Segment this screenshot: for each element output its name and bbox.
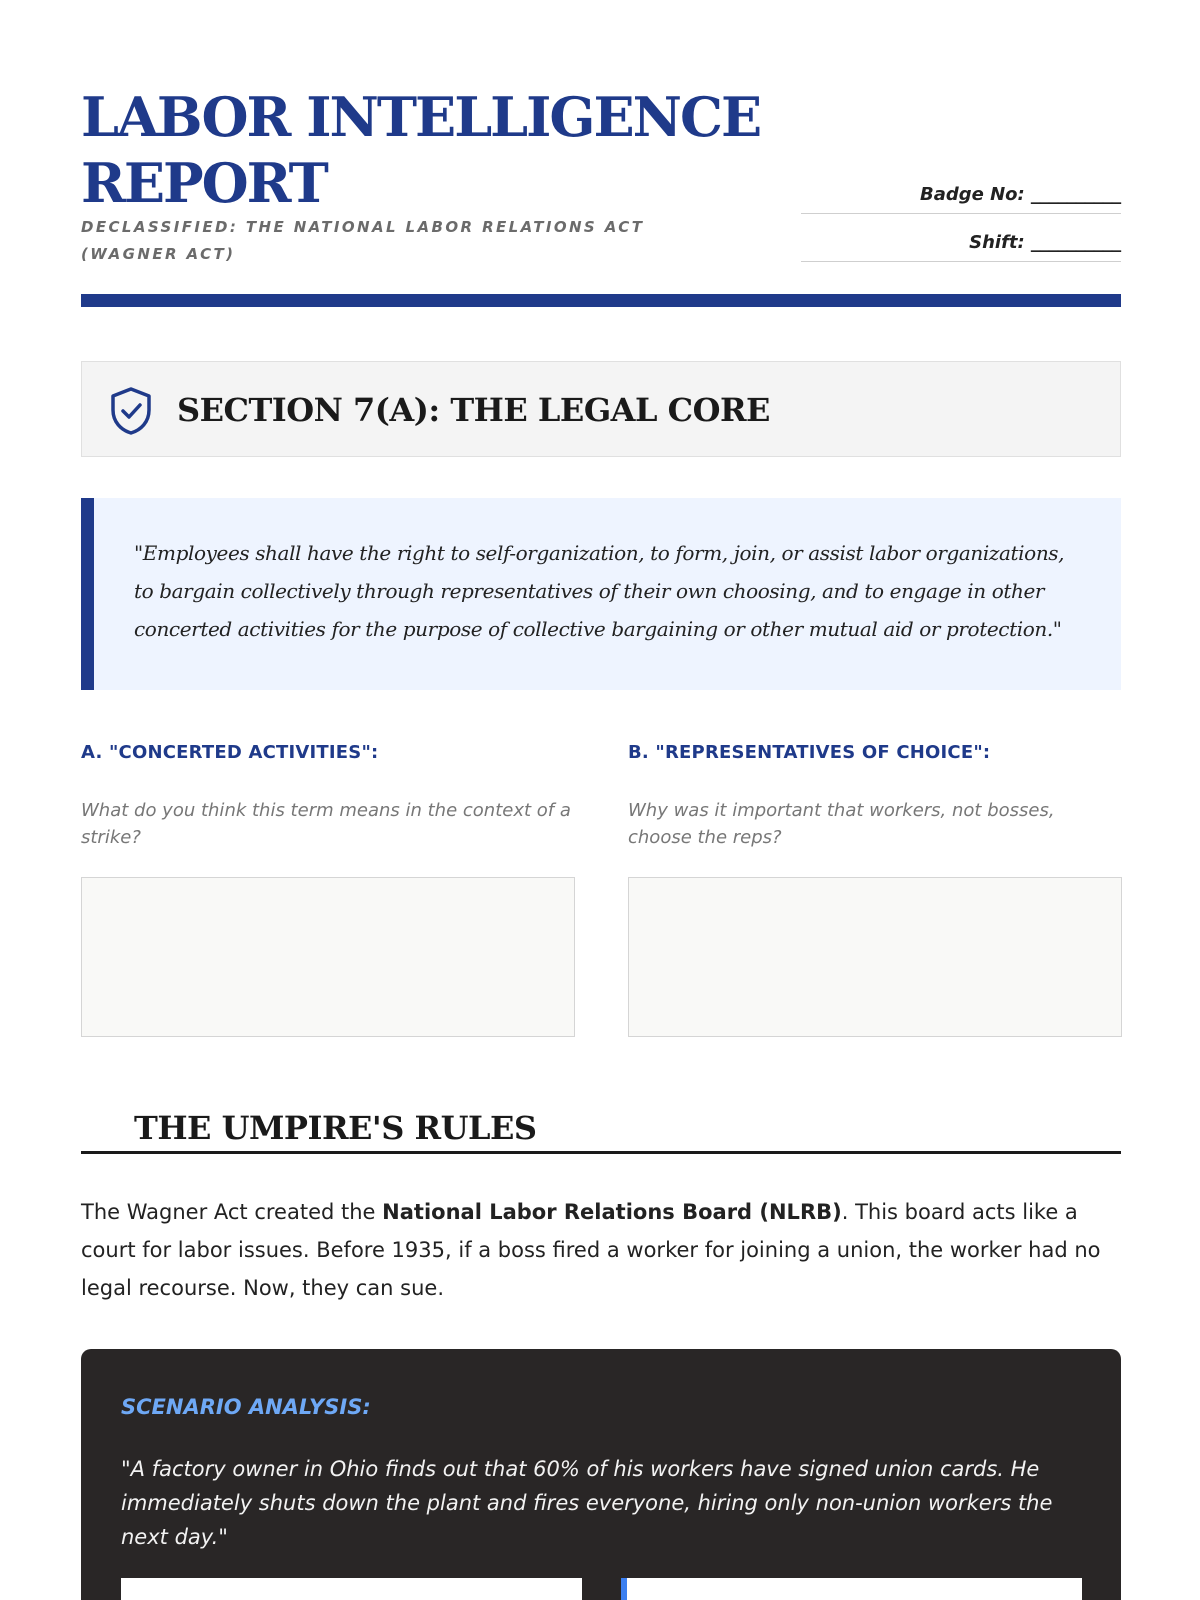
rules-text-start: The Wagner Act created the: [81, 1200, 383, 1224]
shift-field[interactable]: Shift: __________: [801, 228, 1121, 262]
scenario-panel: [81, 1349, 1121, 1600]
rules-paragraph: [81, 1193, 1121, 1307]
shield-check-icon: [108, 386, 154, 436]
report-title: [81, 84, 781, 216]
header-divider: [81, 294, 1121, 307]
question-b-label: B. "REPRESENTATIVES OF CHOICE":: [628, 742, 991, 763]
scenario-answer-box-left[interactable]: [121, 1578, 582, 1600]
rules-text-end: . This board acts like a court for labor issues. Before 1935, if a boss fired a worker for joining a union, the worker had no legal recourse. Now, they can sue.: [81, 1200, 1101, 1300]
quote-text: "Employees shall have the right to self-organization, to form, join, or assist labor organizations, to bargain collectively through representatives of their own choosing, and to engage in other concerted activities for the purpose of collective bargaining or other mutual aid or protection.": [134, 541, 1065, 641]
question-a-answer-box[interactable]: [81, 877, 575, 1037]
report-header: [81, 84, 1121, 284]
rules-divider: [81, 1151, 1121, 1154]
badge-number-field[interactable]: Badge No: __________: [801, 180, 1121, 214]
rules-heading: THE UMPIRE'S RULES: [134, 1109, 537, 1147]
scenario-answer-box-right[interactable]: [621, 1578, 1082, 1600]
question-a-label: A. "CONCERTED ACTIVITIES":: [81, 742, 379, 763]
nlrb-term: National Labor Relations Board (NLRB): [382, 1200, 842, 1224]
section-title: SECTION 7(A): THE LEGAL CORE: [177, 391, 770, 429]
legal-quote: [81, 498, 1121, 690]
section-header: [81, 361, 1121, 457]
title-line-1: LABOR INTELLIGENCE: [81, 85, 761, 149]
question-b-answer-box[interactable]: [628, 877, 1122, 1037]
title-line-2: REPORT: [81, 151, 327, 215]
scenario-text: "A factory owner in Ohio finds out that 60% of his workers have signed union cards. He immediately shuts down the plant and fires everyone, hiring only non-union workers the next day.": [121, 1457, 1053, 1549]
scenario-label: SCENARIO ANALYSIS:: [121, 1395, 371, 1419]
question-b-prompt: Why was it important that workers, not bosses, choose the reps?: [628, 800, 1055, 848]
report-subtitle: DECLASSIFIED: THE NATIONAL LABOR RELATIONS ACT (WAGNER ACT): [81, 218, 645, 263]
question-a-prompt: What do you think this term means in the context of a strike?: [81, 800, 571, 848]
worksheet-page: [81, 0, 1121, 1600]
